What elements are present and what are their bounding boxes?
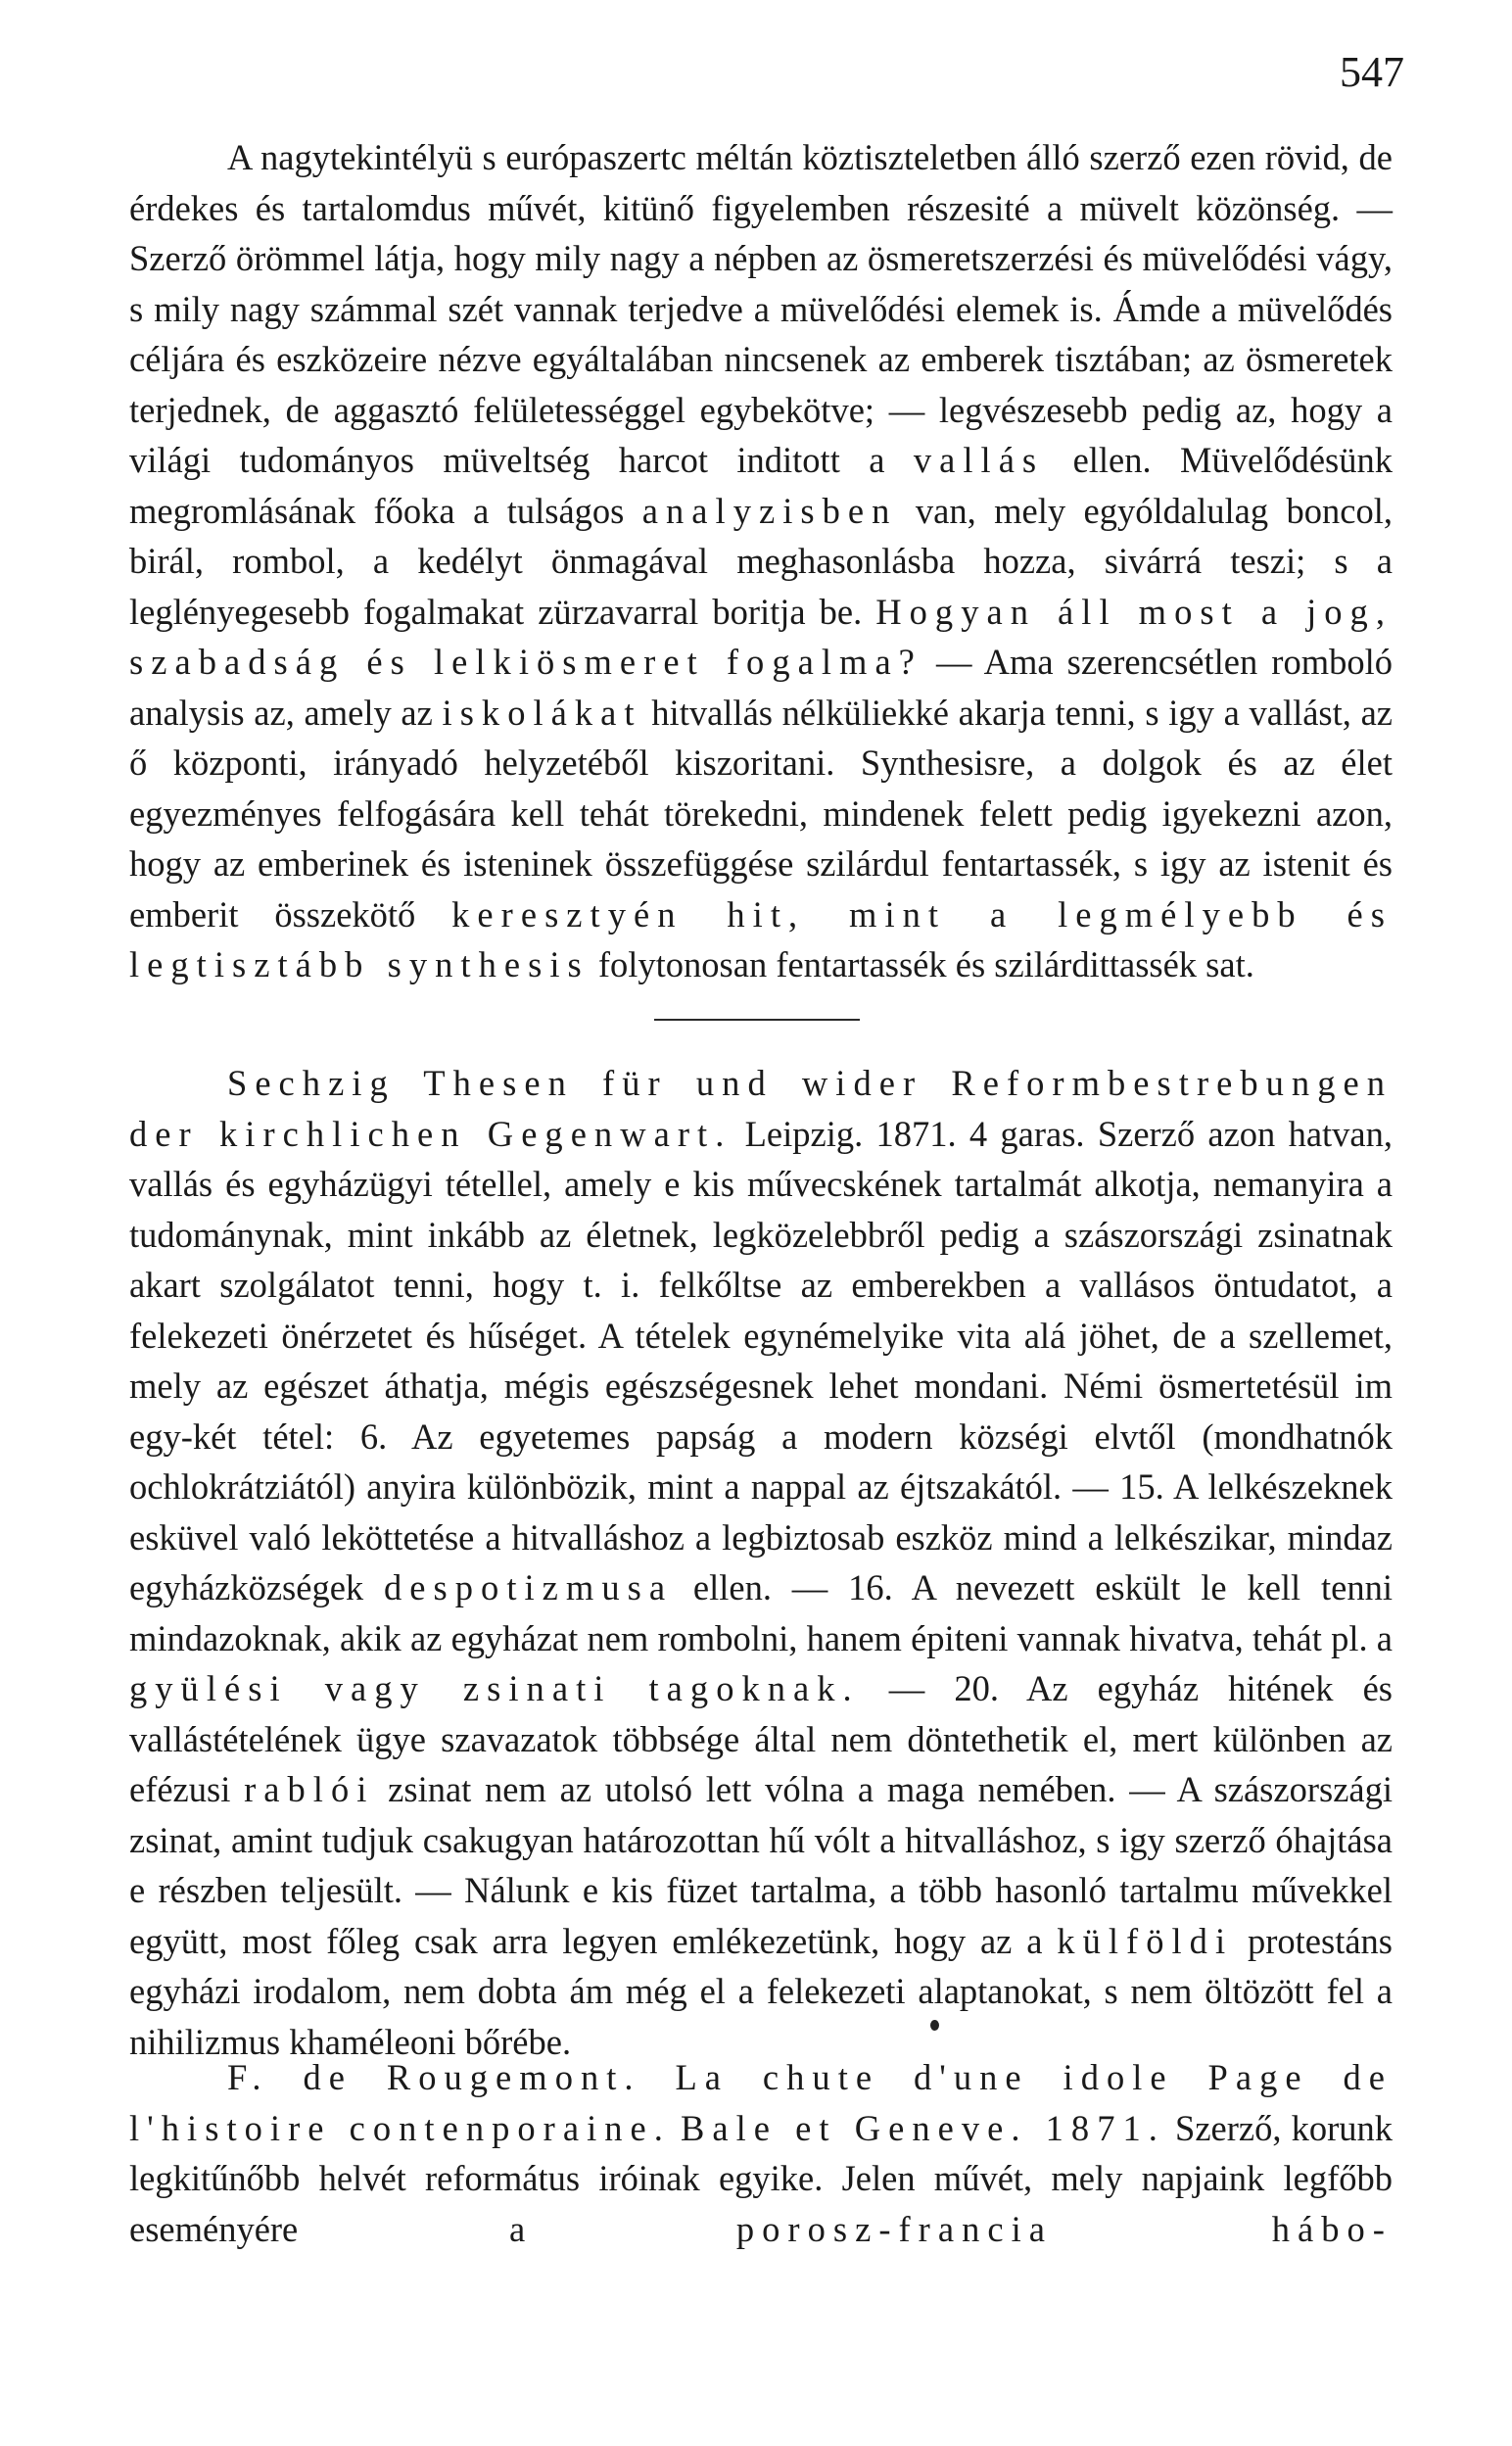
review-sechzig-thesen — [129, 1058, 1393, 2067]
body-text: — 20. Az egyház hitének és vallástételének ügye szavazatok többsége által nem döntethetik el, mert különben az efézusi — [129, 1668, 1393, 1809]
review-rougemont — [129, 2052, 1393, 2254]
section-divider-dot — [930, 2020, 939, 2031]
review-paragraph — [129, 1058, 1393, 2067]
spaced-emphasis-text: analyzisben — [641, 490, 898, 531]
spaced-emphasis-text: gyülési vagy zsinati tagoknak. — [129, 1668, 860, 1708]
page-number: 547 — [1340, 48, 1404, 96]
spaced-emphasis-text: külföldi — [1057, 1920, 1234, 1961]
body-text: hitvallás nélküliekké akarja tenni, s igy a vallást, az ő központi, irányadó helyzetéből kiszoritani. Synthesisre, a dolgok és az élet egyezményes felfogására kell tehát törekedni, mindenek felett pedig igyekezni azon, hogy az emberinek és isteninek összefüggése szilárdul fentartassék, s igy az istenit és emberit összekötő — [129, 692, 1394, 935]
spaced-emphasis-text: rablói — [244, 1769, 375, 1809]
spaced-emphasis-text: vallás — [913, 440, 1045, 480]
body-text: protestáns egyházi irodalom, nem dobta ám még el a felekezeti alaptanokat, s nem öltözött fel a nihilizmus khaméleoni bőrébe. — [129, 1920, 1393, 2062]
spaced-emphasis-text: Hogyan áll most a jog, szabadság és lelkiösmeret fogalma? — [129, 591, 1393, 682]
review-paragraph — [129, 132, 1393, 990]
body-text: A nagytekintélyü s európaszertc méltán köztiszteletben álló szerző ezen rövid, de érdekes és tartalomdus művét, kitünő figyelemben részesité a müvelt közönség. — Szerző örömmel látja, hogy mily nagy a népben az ösmeretszerzési és müvelődési vágy, s mily nagy számmal szét vannak terjedve a müvelődési elemek is. Ámde a müvelődés céljára és eszközeire nézve egyáltalában nincsenek az emberek tisztában; az ösmeretek terjednek, de aggasztó felületességgel egybekötve; — legvészesebb pedig az, hogy a világi tudományos müveltség harcot inditott a — [129, 137, 1393, 480]
body-text: ellen. — 16. A nevezett eskült le kell tenni mindazoknak, akik az egyházat nem rombolni, hanem épiteni vannak hivatva, tehát pl. a — [129, 1567, 1393, 1658]
body-text: Leipzig. 1871. 4 garas. — [732, 1113, 1098, 1154]
body-text: — Ama szerencsétlen romboló analysis az, amely az — [129, 642, 1393, 733]
section-divider — [654, 1019, 860, 1021]
body-text: folytonosan fentartassék és szilárdittassék sat. — [589, 944, 1254, 984]
review-analysis-synthesis — [129, 132, 1393, 990]
spaced-emphasis-text: Bale et Geneve. 1871. — [681, 2107, 1165, 2148]
spaced-emphasis-text: F. de Rougemont. La chute d'une idole Page de l'histoire contenporaine. — [129, 2057, 1393, 2148]
body-text: ellen. Müvelődésünk megromlásának főoka a tulságos — [129, 440, 1393, 531]
body-text: zsinat nem az utolsó lett vólna a maga nemében. — A szászországi zsinat, amint tudjuk csakugyan határozottan hű vólt a hitvalláshoz, s igy szerző óhajtása e részben teljesült. — Nálunk e kis füzet tartalma, a több hasonló tartalmu művekkel együtt, most főleg csak arra legyen emlékezetünk, hogy az a — [129, 1769, 1393, 1961]
spaced-emphasis-text: despotizmusa — [384, 1567, 674, 1607]
review-paragraph — [129, 2052, 1393, 2254]
body-text — [671, 2108, 681, 2148]
spaced-emphasis-text: porosz-francia hábo- — [735, 2208, 1393, 2249]
spaced-emphasis-text: Sechzig Thesen für und wider Reformbestrebungen der kirchlichen Gegenwart. — [129, 1063, 1393, 1154]
body-text: Szerző azon hatvan, vallás és egyházügyi tétellel, amely e kis művecskének tartalmát alkotja, nemanyira a tudománynak, mint inkább az életnek, legközelebbről pedig a szászországi zsinatnak akart szolgálatot tenni, hogy t. i. felkőltse az emberekben a vallásos öntudatot, a felekezeti önérzetet és hűséget. A tételek egynémelyike vita alá jöhet, de a szellemet, mely az egészet áthatja, mégis egészségesnek lehet mondani. Némi ösmertetésül im egy-két tétel: 6. Az egyetemes papság a modern községi elvtől (mondhatnók ochlokrátziától) anyira különbözik, mint a nappal az éjtszakától. — 15. A lelkészeknek esküvel való leköttetése a hitvalláshoz a legbiztosab eszköz mind a lelkészikar, mindaz egyházközségek — [129, 1113, 1393, 1607]
spaced-emphasis-text: keresztyén hit, mint a legmélyebb és legtisztább synthesis — [129, 893, 1393, 984]
body-text: van, mely egyóldalulag boncol, birál, rombol, a kedélyt önmagával meghasonlásba hozza, sivárrá teszi; s a leglényegesebb fogalmakat zürzavarral boritja be. — [129, 490, 1393, 632]
spaced-emphasis-text: iskolákat — [442, 692, 642, 733]
body-text: Szerző, korunk legkitűnőbb helvét református iróinak egyike. Jelen művét, mely napjaink legfőbb eseményére a — [129, 2107, 1393, 2249]
